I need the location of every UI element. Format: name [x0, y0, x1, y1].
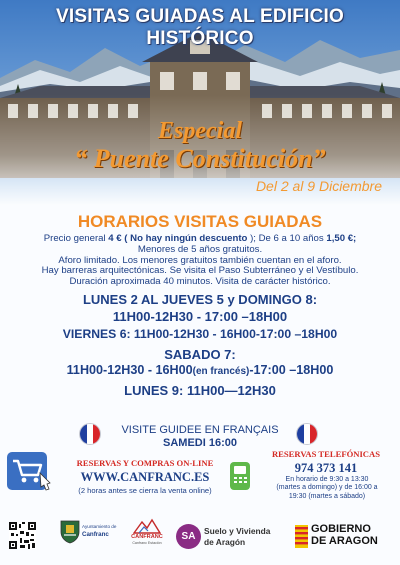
online-booking-title: RESERVAS Y COMPRAS ON-LINE: [76, 458, 214, 468]
aragon-flag-icon: [295, 525, 308, 548]
phone-hours-line: En horario de 9:30 a 13:30: [285, 476, 369, 483]
saturday-times-a: 11H00-12H30 - 16H00: [66, 363, 193, 377]
website-link[interactable]: WWW.CANFRANC.ES: [80, 470, 210, 484]
town-shield-icon: [60, 520, 80, 544]
hero-banner: [0, 0, 400, 205]
sva-logo-subtitle: de Aragón: [204, 537, 246, 547]
schedule-saturday-times: [0, 363, 400, 377]
duration-note: Duración aproximada 40 minutos. Visita de carácter histórico.: [69, 276, 331, 288]
price-general-amount: 4 €: [108, 233, 122, 244]
online-sale-note: (2 horas antes se cierra la venta online): [78, 486, 212, 495]
sva-logo: SA: [176, 524, 201, 549]
visit-info: [8, 234, 392, 288]
saturday-french-note: (en francés): [192, 366, 250, 377]
saturday-times-b: -17:00 –18H00: [249, 363, 334, 377]
schedule-title: HORARIOS VISITAS GUIADAS: [77, 212, 323, 231]
phone-number[interactable]: 974 373 141: [294, 461, 358, 475]
special-label: Especial: [158, 118, 242, 144]
phone-booking-title: RESERVAS TELEFÓNICAS: [271, 449, 381, 459]
schedule-saturday-day: SABADO 7:: [164, 347, 236, 362]
capacity-note: Aforo limitado. Los menores gratuitos también cuentan en el aforo.: [58, 254, 342, 266]
canfranc-logo: [133, 518, 161, 534]
government-logo-title: GOBIERNO: [311, 523, 371, 535]
schedule-friday: VIERNES 6: 11H00-12H30 - 16H00-17:00 –18H00: [62, 327, 338, 341]
phone-icon: [229, 461, 251, 491]
barriers-note: Hay barreras arquitectónicas. Se visita el Paso Subterráneo y el Vestíbulo.: [41, 265, 359, 277]
government-logo-subtitle: DE ARAGON: [311, 535, 378, 547]
poster-title: VISITAS GUIADAS AL EDIFICIO HISTÓRICO: [56, 6, 344, 49]
free-under-5: Menores de 5 años gratuitos.: [137, 243, 263, 255]
schedule-monday-9: LUNES 9: 11H00—12H30: [124, 383, 276, 398]
schedule-mon-thu-sun-days: LUNES 2 AL JUEVES 5 y DOMINGO 8:: [82, 292, 318, 307]
canfranc-logo-title: CANFRANC: [131, 534, 163, 540]
price-general-label: Precio general: [43, 233, 109, 244]
french-visit-time: SAMEDI 16:00: [163, 437, 237, 449]
phone-hours-line: (martes a domingo) y de 16:00 a: [276, 484, 378, 492]
french-visit-title: VISITE GUIDEE EN FRANÇAIS: [121, 424, 279, 436]
canfranc-logo-subtitle: Canfranc Estación: [132, 541, 162, 545]
event-dates: Del 2 al 9 Diciembre: [255, 178, 382, 194]
no-discount-note: ( No hay ningún descuento: [121, 233, 248, 244]
shopping-cart-icon: [6, 449, 56, 493]
town-council-name: Canfranc: [82, 531, 109, 538]
phone-hours: [262, 476, 392, 501]
schedule-mon-thu-sun-times: 11H00-12H30 - 17:00 –18H00: [112, 309, 288, 324]
price-kids-label: ); De 6 a 10 años: [247, 233, 327, 244]
event-name: “ Puente Constitución”: [74, 144, 326, 173]
town-council-label: Ayuntamiento de: [82, 524, 117, 529]
sva-logo-title: Suelo y Vivienda: [204, 526, 271, 536]
price-kids-amount: 1,50 €;: [326, 233, 357, 244]
qr-code: [9, 522, 36, 549]
phone-hours-line: 19:30 (martes a sábado): [288, 492, 366, 500]
